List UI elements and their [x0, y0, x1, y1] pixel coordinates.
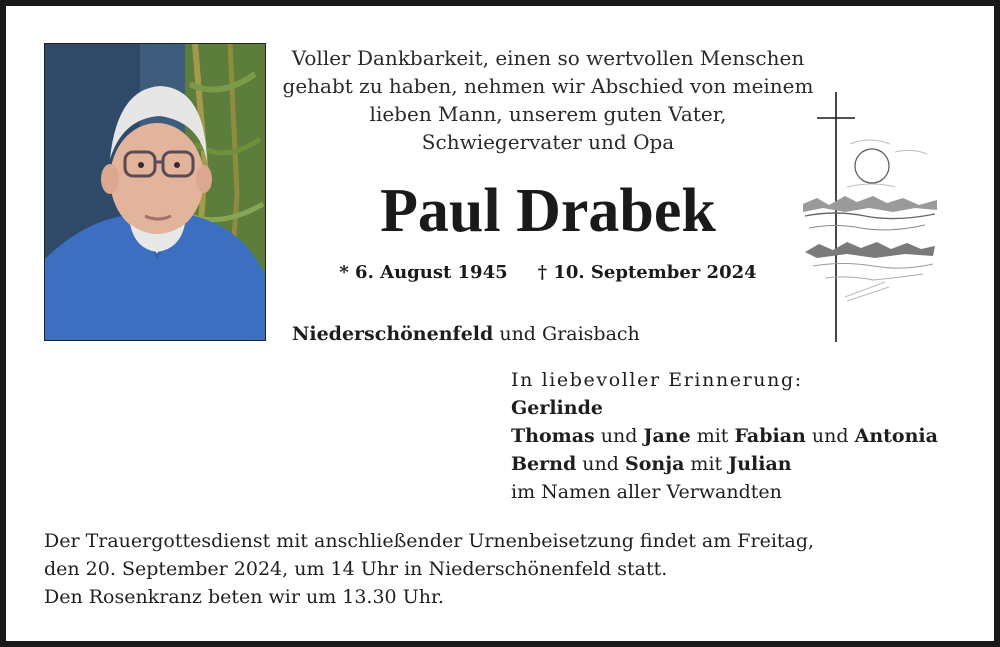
family-closing: im Namen aller Verwandten: [511, 481, 782, 503]
intro-line: lieben Mann, unserem guten Vater,: [369, 102, 727, 126]
family-name: Antonia: [854, 425, 938, 447]
birth-date: * 6. August 1945: [339, 262, 508, 283]
family-name: Gerlinde: [511, 397, 603, 419]
family-line: [511, 450, 938, 478]
family-lead: In liebevoller Erinnerung:: [511, 369, 803, 391]
service-line: Der Trauergottesdienst mit anschließender Urnenbeisetzung findet am Freitag,: [44, 530, 815, 552]
intro-line: Schwiegervater und Opa: [421, 130, 675, 154]
family-name: Fabian: [734, 425, 806, 447]
intro-line: gehabt zu haben, nehmen wir Abschied von meinem: [282, 74, 814, 98]
intro-line: Voller Dankbarkeit, einen so wertvollen Menschen: [291, 46, 805, 70]
family-name: Julian: [728, 453, 792, 475]
family-line: [511, 422, 938, 450]
family-conj: und: [594, 425, 644, 447]
family-section: [511, 366, 938, 506]
service-line: Den Rosenkranz beten wir um 13.30 Uhr.: [44, 586, 444, 608]
family-name: Thomas: [511, 425, 595, 447]
family-name: Bernd: [511, 453, 577, 475]
family-conj: und: [576, 453, 625, 475]
intro-text: [278, 44, 818, 156]
family-conj: mit: [690, 425, 735, 447]
deceased-name: Paul Drabek: [380, 177, 716, 245]
place-rest: und Graisbach: [493, 323, 640, 345]
family-conj: mit: [684, 453, 729, 475]
service-info: [44, 527, 814, 611]
family-name: Jane: [643, 425, 691, 447]
death-date: † 10. September 2024: [537, 262, 757, 283]
cross-moon-landscape-icon: [795, 92, 945, 348]
places: [292, 320, 640, 348]
portrait-photo: [44, 43, 266, 341]
life-dates: [278, 259, 818, 287]
family-line: [511, 394, 938, 422]
service-line: den 20. September 2024, um 14 Uhr in Niederschönenfeld statt.: [44, 558, 668, 580]
family-conj: und: [805, 425, 855, 447]
family-name: Sonja: [624, 453, 685, 475]
place-main: Niederschönenfeld: [292, 323, 494, 345]
